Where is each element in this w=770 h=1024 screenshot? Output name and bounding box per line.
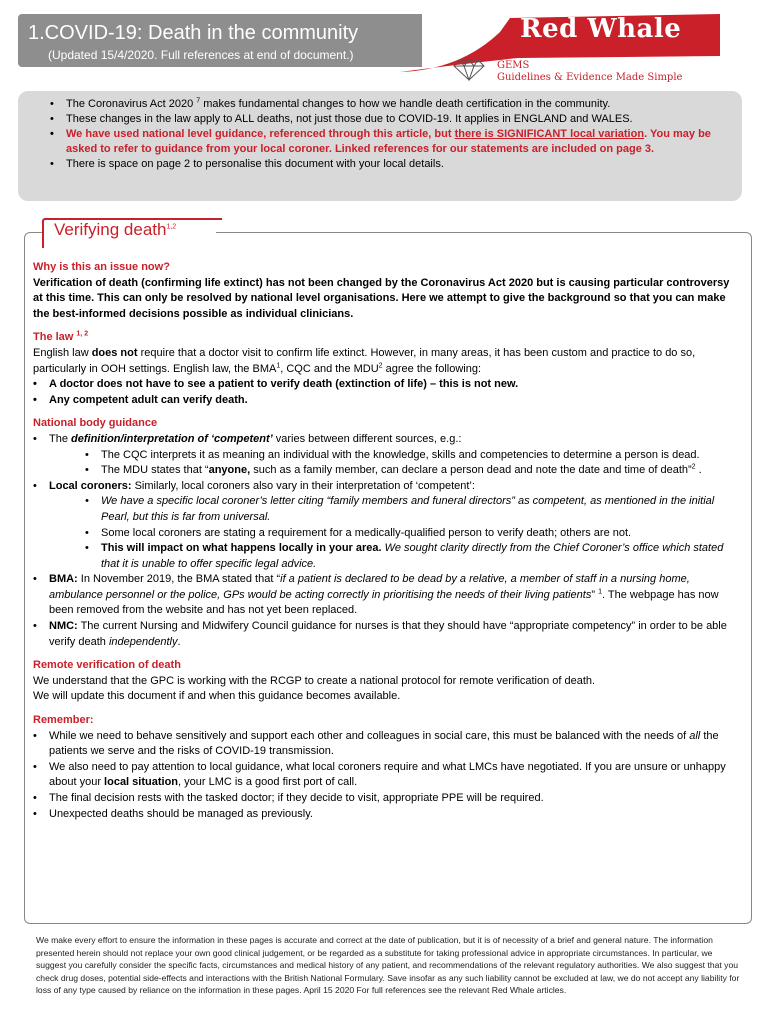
paragraph-why: Verification of death (confirming life extinct) has not been changed by the Coronavirus Act 2020 but is causing particular controversy at this time. This can only be resolved by national level organisations. Here we attempt to give the background so that you can make the best-informed decisions possible as individual clinicians. <box>33 276 730 320</box>
national-bullet: • Local coroners: Similarly, local coroners also vary in their interpretation of ‘competent’: • We have a specific local coroner’s letter citing “family members and funeral directors” as competent, as mentioned in the initial Pearl, but this is far from universal. • Some local coroners are stating a requirement for a medically-qualified person to verify death; others are not. • This will impact on what happens locally in your area. We sought clarity directly from the Chief Coroner’s office which stated that it is unable to offer specific legal advice. <box>33 479 733 573</box>
law-bullet: • A doctor does not have to see a patient to verify death (extinction of life) – this is not new. <box>33 377 733 393</box>
section-content <box>33 260 733 822</box>
heading-law: The law $^{1, 2}$ <box>33 330 89 344</box>
diamond-icon <box>452 58 486 82</box>
remember-bullet: • We also need to pay attention to local guidance, what local coroners require and what LMCs have negotiated. If you are unsure or unhappy about your local situation, your LMC is a good first port of call. <box>33 760 733 791</box>
heading-why: Why is this an issue now? <box>33 261 170 273</box>
gems-label: GEMS Guidelines & Evidence Made Simple <box>497 60 683 83</box>
intro-bullet: • These changes in the law apply to ALL deaths, not just those due to COVID-19. It applies in ENGLAND and WALES. <box>50 112 730 127</box>
heading-national: National body guidance <box>33 417 158 430</box>
coroner-sub-bullet: • We have a specific local coroner’s letter citing “family members and funeral directors” as competent, as mentioned in the initial Pearl, but this is far from universal. <box>85 494 733 525</box>
red-whale-logo: Red Whale <box>520 14 682 44</box>
disclaimer-footer: We make every effort to ensure the information in these pages is accurate and correct at the date of publication, but it is of necessity of a brief and general nature. The information presented herein should not replace your own good clinical judgement, or be regarded as a substitute for taking professional advice in appropriate circumstances. In particular, we suggest you carefully consider the specific facts, circumstances and medical history of any patient, and recommendations of the relevant regulatory authorities. We also suggest that you check drug doses, potential side-effects and interactions with the British National Formulary. Save insofar as any such liability cannot be excluded at law, we do not accept any liability for loss of any type caused by reliance on the information in these pages. April 15 2020 For full references see the relevant Red Whale articles. <box>36 935 740 996</box>
section-tab-edge <box>212 218 222 248</box>
paragraph-remote: We will update this document if and when this guidance becomes available. <box>33 690 401 703</box>
heading-remote: Remote verification of death <box>33 659 181 672</box>
intro-bullet-warning: • We have used national level guidance, referenced through this article, but there is SIGNIFICANT local variation. You may be asked to refer to guidance from your local coroner. Linked references for our statements are included on page 3. <box>50 127 730 157</box>
paragraph-remote: We understand that the GPC is working with the RCGP to create a national protocol for remote verification of death. <box>33 674 596 687</box>
national-sub-bullet: • The CQC interprets it as meaning an individual with the knowledge, skills and competencies to determine a person is dead. <box>85 448 733 464</box>
intro-box <box>18 91 742 201</box>
remember-bullet: • Unexpected deaths should be managed as previously. <box>33 807 733 823</box>
national-sub-bullet: • The MDU states that “anyone, such as a family member, can declare a person dead and note the date and time of death”$^2$ . <box>85 463 733 479</box>
page-title: 1.COVID-19: Death in the community <box>28 22 359 44</box>
coroner-sub-bullet: • Some local coroners are stating a requirement for a medically-qualified person to verify death; others are not. <box>85 526 733 542</box>
remember-bullet: • The final decision rests with the tasked doctor; if they decide to visit, appropriate PPE will be required. <box>33 791 733 807</box>
intro-bullet: • The Coronavirus Act 2020 $^7$ makes fundamental changes to how we handle death certification in the community. <box>50 97 730 112</box>
heading-remember: Remember: <box>33 714 94 727</box>
law-bullet: • Any competent adult can verify death. <box>33 393 733 409</box>
coroner-sub-bullet: • This will impact on what happens locally in your area. We sought clarity directly from the Chief Coroner’s office which stated that it is unable to offer specific legal advice. <box>85 541 733 572</box>
intro-bullet: • There is space on page 2 to personalise this document with your local details. <box>50 157 730 172</box>
national-bullet: • NMC: The current Nursing and Midwifery Council guidance for nurses is that they should have “appropriate competency” in order to be able verify death independently. <box>33 619 733 650</box>
paragraph-law: English law does not require that a doctor visit to confirm life extinct. However, in many areas, it has been custom and practice to do so, particularly in OOH settings. English law, the BMA$^1$, CQC and the MDU$^2$ agree the following: <box>33 346 696 375</box>
national-bullet: • The definition/interpretation of ‘competent’ varies between different sources, e.g.: • The CQC interprets it as meaning an individual with the knowledge, skills and competencies to determine a person is dead. • The MDU states that “anyone, such as a family member, can declare a person dead and note the date and time of death”$^2$ . <box>33 432 733 479</box>
page-subtitle: (Updated 15/4/2020. Full references at end of document.) <box>48 48 354 62</box>
national-bullet: • BMA: In November 2019, the BMA stated that “if a patient is declared to be dead by a relative, a member of staff in a nursing home, ambulance personnel or the police, GPs would be acting correctly in prioritising the needs of their living patients” $^1$. The webpage has now been removed from the website and has not yet been replaced. <box>33 572 733 619</box>
remember-bullet: • While we need to behave sensitively and support each other and colleagues in social care, this must be balanced with the needs of all the patients we serve and the risks of COVID-19 transmission. <box>33 729 733 760</box>
section-title: Verifying death$^{1,2}$ <box>54 220 177 239</box>
